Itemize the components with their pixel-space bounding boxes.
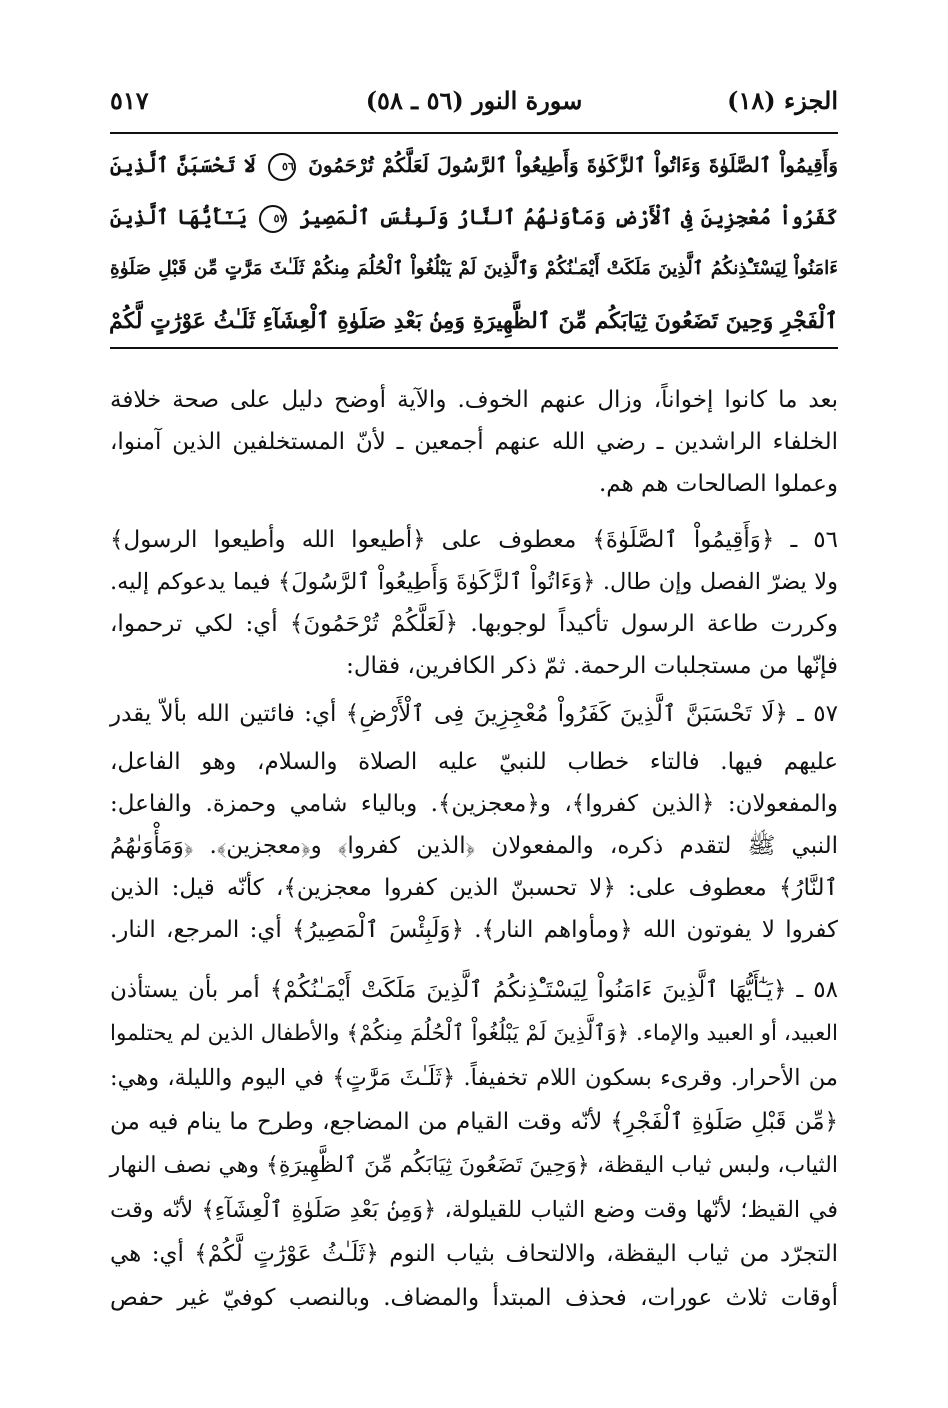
- quran-line-continuation: لَا تَحْسَبَنَّ ٱلَّذِينَ: [110, 153, 256, 177]
- tafsir-line: الثياب، ولبس ثياب اليقظة، ﴿وَحِينَ تَضَعُونَ ثِيَابَكُم مِّنَ ٱلظَّهِيرَةِ﴾ وهي نصف النهار: [109, 1153, 838, 1178]
- page-header: [110, 86, 838, 126]
- tafsir-line: وكررت طاعة الرسول تأكيداً لوجوبها. ﴿لَعَلَّكُمْ تُرْحَمُونَ﴾ أي: لكي ترحموا،: [110, 611, 838, 637]
- tafsir-line: النبي ﷺ لتقدم ذكره، والمفعولان ﴿الذين كفروا﴾ و﴿معجزين﴾. ﴿وَمَأْوَىٰهُمُ: [110, 833, 838, 859]
- quran-line-1: [110, 140, 838, 190]
- quran-line-2: [110, 192, 838, 242]
- tafsir-line: الخلفاء الراشدين ـ رضي الله عنهم أجمعين ـ لأنّ المستخلفين الذين آمنوا،: [110, 429, 838, 455]
- tafsir-line: عليهم فيها. فالتاء خطاب للنبيّ عليه الصلاة والسلام، وهو الفاعل،: [110, 749, 838, 775]
- quran-line-continuation: يَـٰٓأَيُّهَا ٱلَّذِينَ: [110, 205, 248, 229]
- tafsir-line: والمفعولان: ﴿الذين كفروا﴾، و﴿معجزين﴾. وبالياء شامي وحمزة. والفاعل:: [110, 791, 838, 817]
- tafsir-line: من الأحرار. وقرىء بسكون اللام تخفيفاً. ﴿ثَلَـٰثَ مَرَّٰتٍ﴾ في اليوم والليلة، وهي:: [110, 1065, 838, 1091]
- ayah-number-marker: ٥٦: [268, 153, 296, 181]
- tafsir-line: في القيظ؛ لأنّها وقت وضع الثياب للقيلولة، ﴿وَمِنۢ بَعْدِ صَلَوٰةِ ٱلْعِشَآءِ﴾ لأنّه وقت: [110, 1197, 838, 1223]
- quran-line-3: [110, 244, 838, 294]
- quran-line-text: وَأَقِيمُواْ ٱلصَّلَوٰةَ وَءَاتُواْ ٱلزَّكَوٰةَ وَأَطِيعُواْ ٱلرَّسُولَ لَعَلَّكُمْ تُرْحَمُونَ: [308, 153, 838, 177]
- quran-line-text: كَفَرُواْ مُعْجِزِينَ فِى ٱلْأَرْضِ وَمَأْوَىٰهُمُ ٱلنَّارُ وَلَبِئْسَ ٱلْمَصِيرُ: [299, 205, 838, 229]
- juz-label: الجزء (١٨): [727, 86, 838, 115]
- tafsir-line: كفروا لا يفوتون الله ﴿ومأواهم النار﴾. ﴿وَلَبِئْسَ ٱلْمَصِيرُ﴾ أي: المرجع، النار.: [110, 917, 838, 943]
- quran-line-text: ٱلْفَجْرِ وَحِينَ تَضَعُونَ ثِيَابَكُم مِّنَ ٱلظَّهِيرَةِ وَمِنۢ بَعْدِ صَلَوٰةِ ٱلْعِشَآءِ ثَلَـٰثُ عَوْرَٰتٍ لَّكُمْ: [108, 308, 838, 334]
- quran-line-text: ءَامَنُواْ لِيَسْتَـْٔذِنكُمُ ٱلَّذِينَ مَلَكَتْ أَيْمَـٰنُكُمْ وَٱلَّذِينَ لَمْ يَبْلُغُواْ ٱلْحُلُمَ مِنكُمْ ثَلَـٰثَ مَرَّٰتٍ مِّن قَبْلِ صَلَوٰةِ: [110, 258, 838, 279]
- tafsir-line: ﴿مِّن قَبْلِ صَلَوٰةِ ٱلْفَجْرِ﴾ لأنّه وقت القيام من المضاجع، وطرح ما ينام فيه من: [110, 1109, 838, 1135]
- tafsir-line: العبيد، أو العبيد والإماء. ﴿وَٱلَّذِينَ لَمْ يَبْلُغُواْ ٱلْحُلُمَ مِنكُمْ﴾ والأطفال الذين لم يحتلموا: [110, 1021, 838, 1046]
- page-number: ٥١٧: [110, 86, 149, 115]
- tafsir-line: وعملوا الصالحات هم هم.: [599, 471, 838, 497]
- tafsir-line: ٱلنَّارُ﴾ معطوف على: ﴿لا تحسبنّ الذين كفروا معجزين﴾، كأنّه قيل: الذين: [110, 875, 838, 901]
- quran-text-block: [110, 140, 838, 345]
- quran-separator-rule: [110, 347, 838, 349]
- tafsir-line: ٥٧ ـ ﴿لَا تَحْسَبَنَّ ٱلَّذِينَ كَفَرُواْ مُعْجِزِينَ فِى ٱلْأَرْضِ﴾ أي: فائتين الله بألاّ يقدر: [110, 701, 838, 727]
- ayah-number-marker: ٥٧: [259, 205, 287, 233]
- tafsir-line: أوقات ثلاث عورات، فحذف المبتدأ والمضاف. وبالنصب كوفيّ غير حفص: [110, 1285, 838, 1311]
- tafsir-line: التجرّد من ثياب اليقظة، والالتحاف بثياب النوم ﴿ثَلَـٰثُ عَوْرَٰتٍ لَّكُمْ﴾ أي: هي: [110, 1241, 838, 1267]
- tafsir-line: ٥٦ ـ ﴿وَأَقِيمُواْ ٱلصَّلَوٰةَ﴾ معطوف على ﴿أطيعوا الله وأطيعوا الرسول﴾: [110, 527, 838, 553]
- surah-title: سورة النور (٥٦ ـ ٥٨): [365, 86, 583, 115]
- quran-line-4: [110, 296, 838, 346]
- tafsir-line: ولا يضرّ الفصل وإن طال. ﴿وَءَاتُواْ ٱلزَّكَوٰةَ وَأَطِيعُواْ ٱلرَّسُولَ﴾ فيما يدعوكم إليه.: [110, 569, 838, 595]
- tafsir-line: بعد ما كانوا إخواناً، وزال عنهم الخوف. والآية أوضح دليل على صحة خلافة: [110, 387, 838, 413]
- header-rule: [110, 132, 838, 134]
- tafsir-line: فإنّها من مستجلبات الرحمة. ثمّ ذكر الكافرين، فقال:: [346, 653, 838, 679]
- tafsir-line: ٥٨ ـ ﴿يَـٰٓأَيُّهَا ٱلَّذِينَ ءَامَنُواْ لِيَسْتَـْٔذِنكُمُ ٱلَّذِينَ مَلَكَتْ أَيْمَـٰنُكُمْ﴾ أمر بأن يستأذن: [110, 977, 838, 1003]
